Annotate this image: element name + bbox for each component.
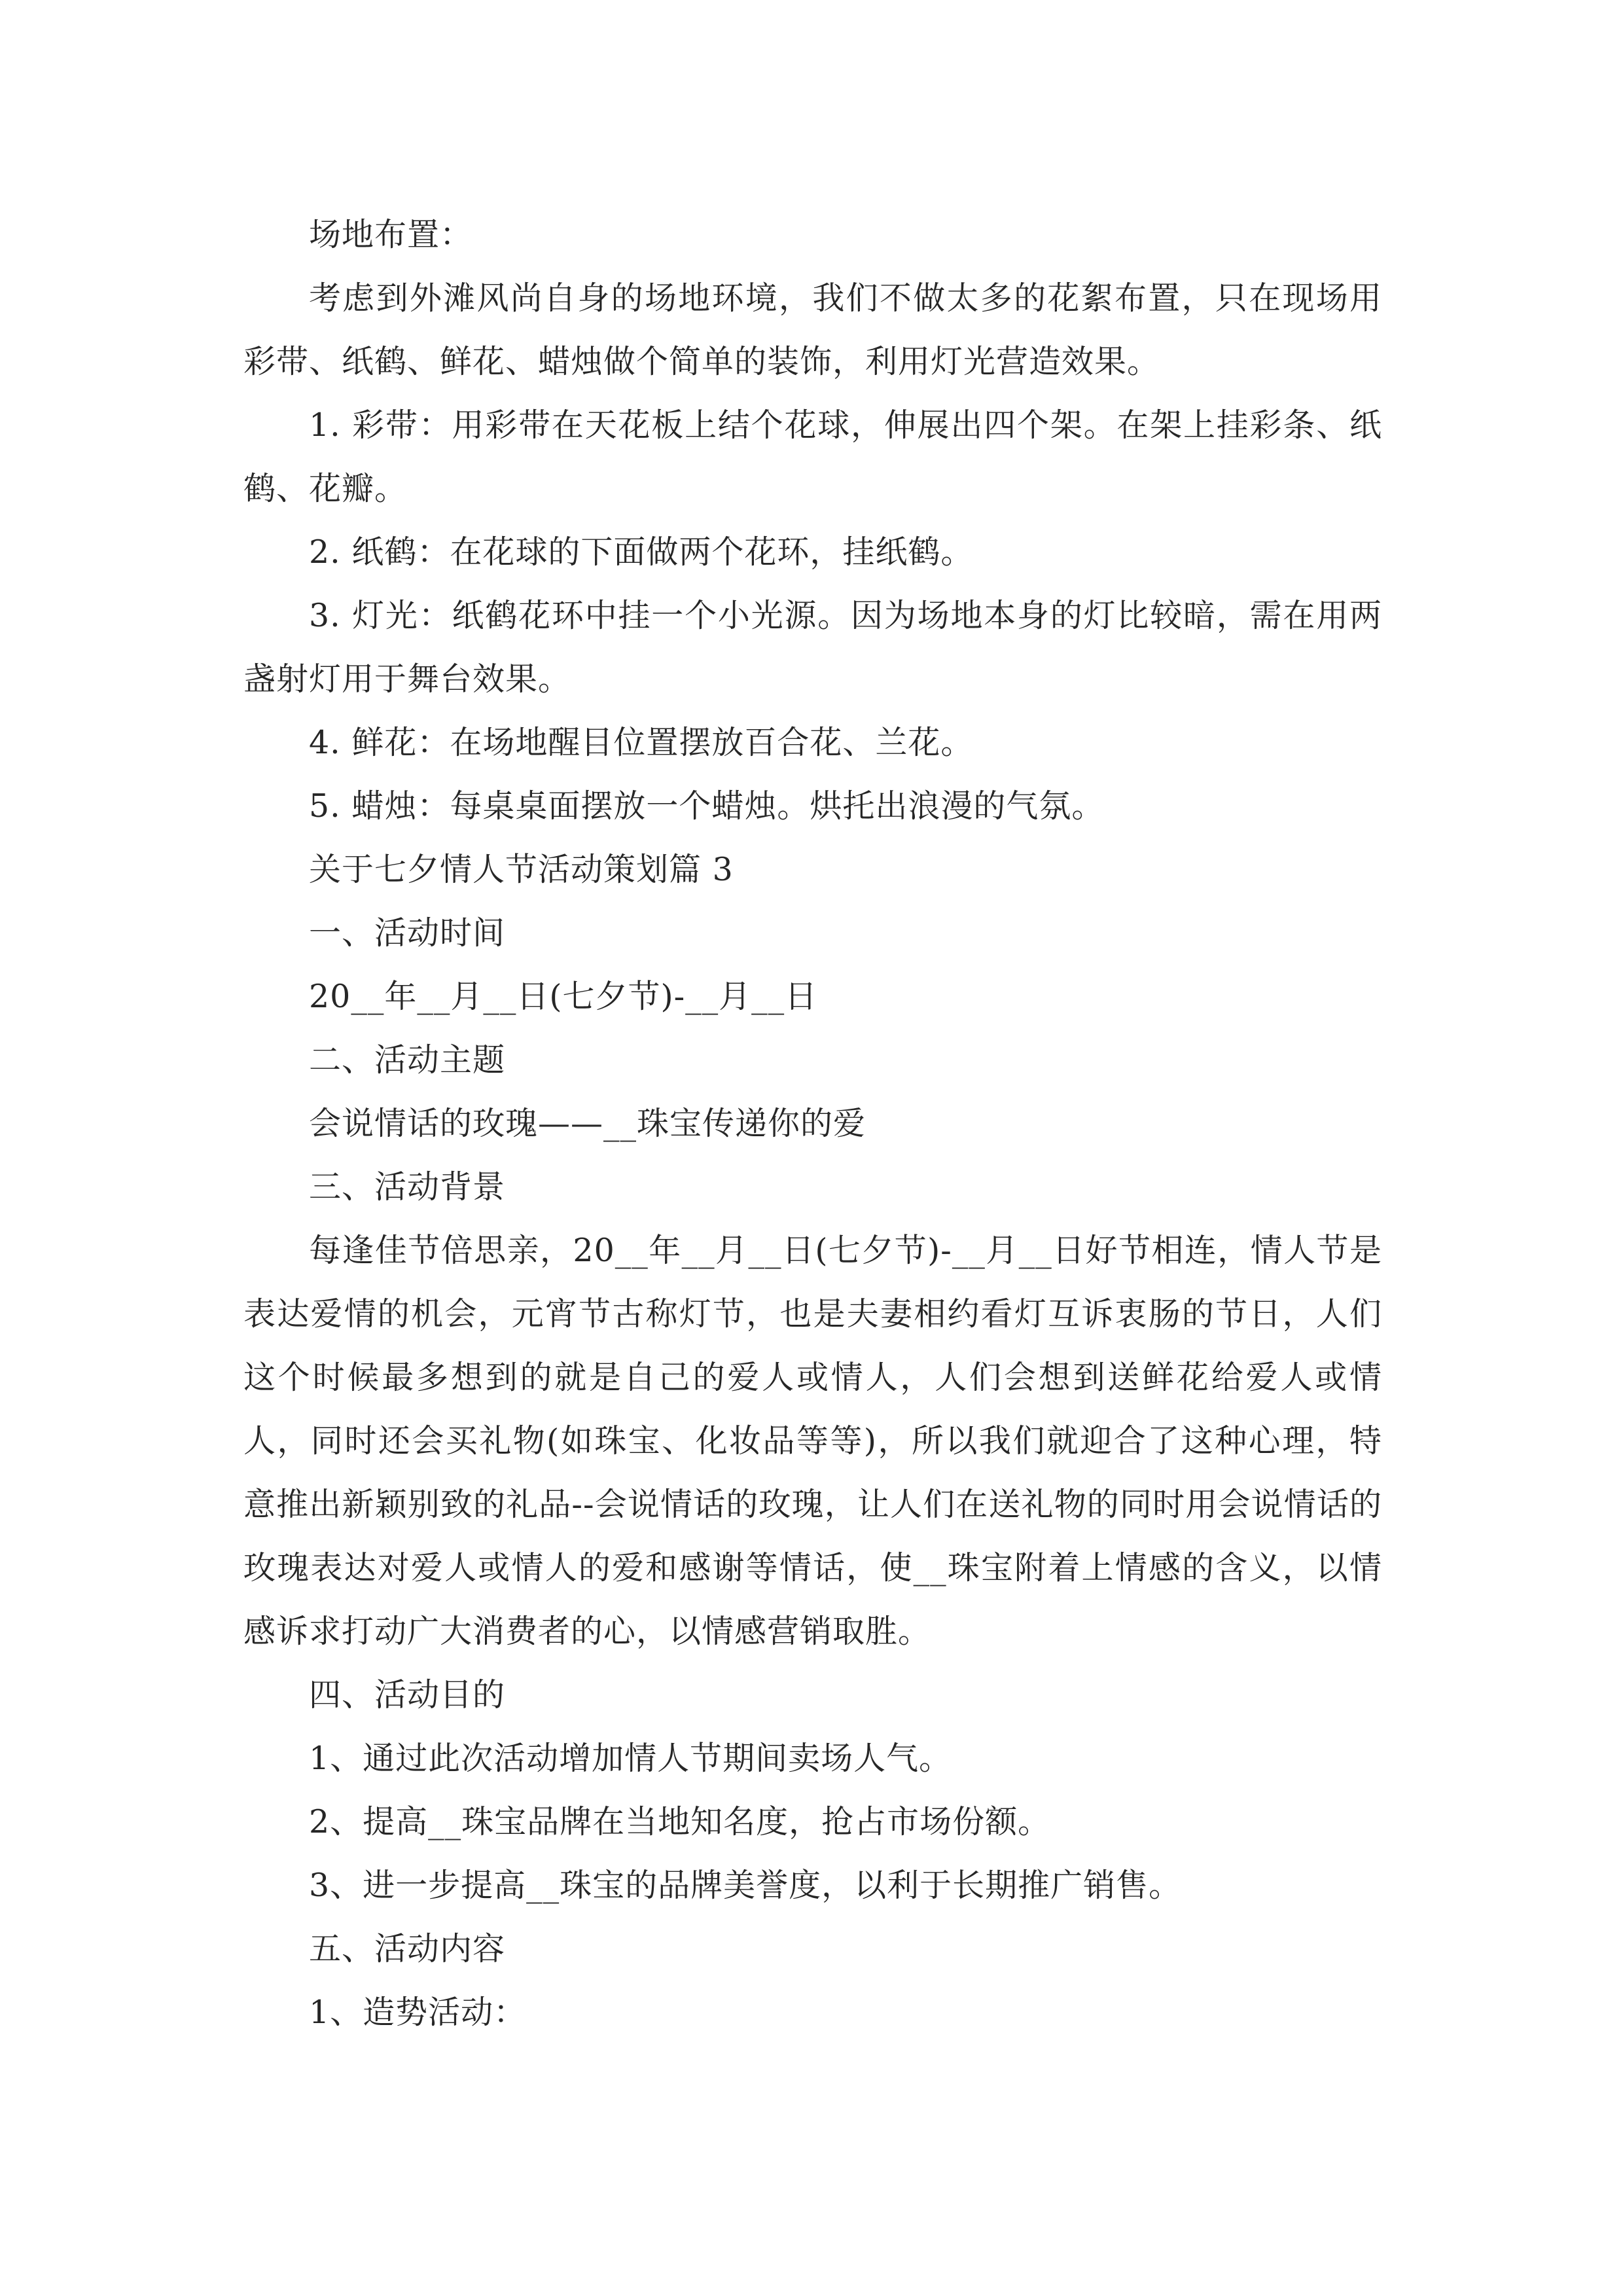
paragraph-venue-intro: 考虑到外滩风尚自身的场地环境，我们不做太多的花絮布置，只在现场用彩带、纸鹤、鲜花、蜡烛做个简单的装饰，利用灯光营造效果。	[243, 279, 1382, 380]
paragraph-purpose-2: 2、提高__珠宝品牌在当地知名度，抢占市场份额。	[309, 1803, 1051, 1840]
heading-activity-content: 五、活动内容	[309, 1930, 506, 1967]
paragraph-activity-theme: 会说情话的玫瑰——__珠宝传递你的爱	[309, 1105, 866, 1142]
paragraph-activity-time: 20__年__月__日(七夕节)-__月__日	[309, 978, 818, 1015]
paragraph-lighting: 3. 灯光：纸鹤花环中挂一个小光源。因为场地本身的灯比较暗，需在用两盏射灯用于舞台效果。	[243, 597, 1382, 698]
paragraph-content-1: 1、造势活动：	[309, 1994, 527, 2031]
heading-activity-theme: 二、活动主题	[309, 1041, 506, 1079]
document-body	[243, 203, 1382, 2044]
paragraph-ribbon: 1. 彩带：用彩带在天花板上结个花球，伸展出四个架。在架上挂彩条、纸鹤、花瓣。	[243, 406, 1382, 507]
paragraph-purpose-1: 1、通过此次活动增加情人节期间卖场人气。	[309, 1740, 952, 1777]
paragraph-activity-background: 每逢佳节倍思亲，20__年__月__日(七夕节)-__月__日好节相连，情人节是表达爱情的机会，元宵节古称灯节，也是夫妻相约看灯互诉衷肠的节日，人们这个时候最多想到的就是自己的爱人或情人，人们会想到送鲜花给爱人或情人，同时还会买礼物(如珠宝、化妆品等等)，所以我们就迎合了这种心理，特意推出新颖别致的礼品--会说情话的玫瑰，让人们在送礼物的同时用会说情话的玫瑰表达对爱人或情人的爱和感谢等情话，使__珠宝附着上情感的含义，以情感诉求打动广大消费者的心，以情感营销取胜。	[243, 1232, 1382, 1650]
heading-activity-background: 三、活动背景	[309, 1168, 506, 1206]
paragraph-candles: 5. 蜡烛：每桌桌面摆放一个蜡烛。烘托出浪漫的气氛。	[309, 787, 1105, 825]
paragraph-venue-heading: 场地布置：	[309, 216, 473, 253]
heading-activity-time: 一、活动时间	[309, 914, 506, 952]
paragraph-purpose-3: 3、进一步提高__珠宝的品牌美誉度，以利于长期推广销售。	[309, 1867, 1182, 1904]
paragraph-paper-crane: 2. 纸鹤：在花球的下面做两个花环，挂纸鹤。	[309, 533, 974, 571]
paragraph-flowers: 4. 鲜花：在场地醒目位置摆放百合花、兰花。	[309, 724, 974, 761]
section-title: 关于七夕情人节活动策划篇 3	[309, 851, 734, 888]
heading-activity-purpose: 四、活动目的	[309, 1676, 506, 1713]
